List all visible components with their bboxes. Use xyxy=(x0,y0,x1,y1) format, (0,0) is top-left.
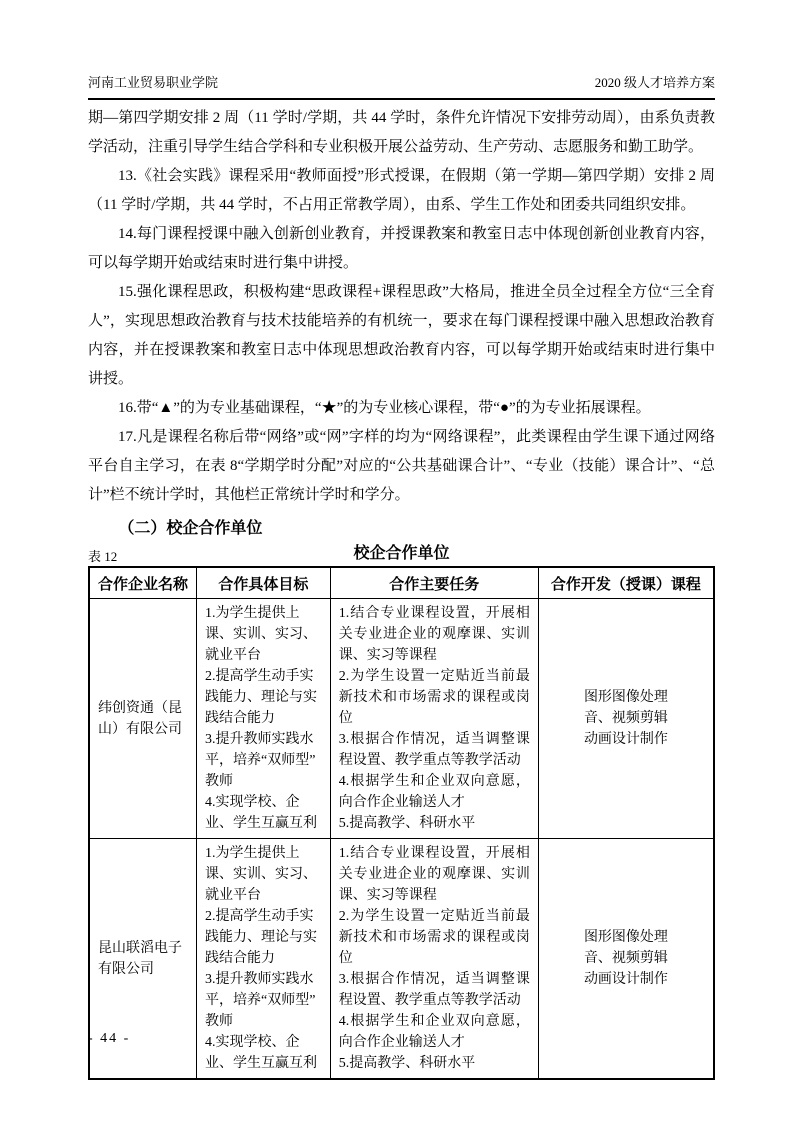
table-label: 表 12 xyxy=(88,549,118,564)
cooperation-table xyxy=(88,566,715,1080)
courses-cell: 图形图像处理 音、视频剪辑 动画设计制作 xyxy=(538,599,714,839)
page-number: - 44 - xyxy=(88,1031,131,1046)
document-body xyxy=(88,104,715,510)
column-header-courses: 合作开发（授课）课程 xyxy=(538,567,714,599)
tasks-cell: 1.结合专业课程设置，开展相关专业进企业的观摩课、实训课、实习等课程 2.为学生设置一定贴近当前最新技术和市场需求的课程或岗位 3.根据合作情况，适当调整课程设置、教学重点等教学活动 4.根据学生和企业双向意愿，向合作企业输送人才 5.提高教学、科研水平 xyxy=(330,839,538,1080)
paragraph-continuation: 期—第四学期安排 2 周（11 学时/学期，共 44 学时，条件允许情况下安排劳动周），由系负责教学活动，注重引导学生结合学科和专业积极开展公益劳动、生产劳动、志愿服务和勤工助学。 xyxy=(88,110,715,155)
paragraph-item-15: 15.强化课程思政，积极构建“思政课程+课程思政”大格局，推进全员全过程全方位“三全育人”，实现思想政治教育与技术技能培养的有机统一，要求在每门课程授课中融入思想政治教育内容，并在授课教案和教室日志中体现思想政治教育内容，可以每学期开始或结束时进行集中讲授。 xyxy=(88,284,715,387)
paragraph-item-13: 13.《社会实践》课程采用“教师面授”形式授课，在假期（第一学期—第四学期）安排 2 周（11 学时/学期，共 44 学时，不占用正常教学周），由系、学生工作处和团委共同组织安排。 xyxy=(88,168,715,213)
courses-cell: 图形图像处理 音、视频剪辑 动画设计制作 xyxy=(538,839,714,1080)
paragraph-item-16: 16.带“▲”的为专业基础课程，“★”的为专业核心课程，带“●”的为专业拓展课程。 xyxy=(118,400,651,416)
column-header-goals: 合作具体目标 xyxy=(197,567,331,599)
company-name-cell: 纬创资通（昆山）有限公司 xyxy=(89,599,197,839)
table-caption: 校企合作单位 xyxy=(353,545,450,562)
tasks-cell: 1.结合专业课程设置，开展相关专业进企业的观摩课、实训课、实习等课程 2.为学生设置一定贴近当前最新技术和市场需求的课程或岗位 3.根据合作情况，适当调整课程设置、教学重点等教学活动 4.根据学生和企业双向意愿，向合作企业输送人才 5.提高教学、科研水平 xyxy=(330,599,538,839)
header-school-name: 河南工业贸易职业学院 xyxy=(88,75,219,90)
column-header-tasks: 合作主要任务 xyxy=(330,567,538,599)
company-name-cell: 昆山联滔电子有限公司 xyxy=(89,839,197,1080)
table-header-row xyxy=(89,567,714,599)
header-doc-title: 2020 级人才培养方案 xyxy=(594,75,715,90)
section-heading: （二）校企合作单位 xyxy=(118,520,263,537)
table-row xyxy=(89,599,714,839)
paragraph-item-17: 17.凡是课程名称后带“网络”或“网”字样的均为“网络课程”，此类课程由学生课下通过网络平台自主学习，在表 8“学期学时分配”对应的“公共基础课合计”、“专业（技能）课合计”、“总计”栏不统计学时，其他栏正常统计学时和学分。 xyxy=(88,429,715,503)
table-caption-row xyxy=(88,543,715,565)
table-row xyxy=(89,839,714,1080)
column-header-company: 合作企业名称 xyxy=(89,567,197,599)
page-content xyxy=(88,72,715,1080)
paragraph-item-14: 14.每门课程授课中融入创新创业教育，并授课教案和教室日志中体现创新创业教育内容，可以每学期开始或结束时进行集中讲授。 xyxy=(88,226,715,271)
page-header xyxy=(88,72,715,100)
goals-cell: 1.为学生提供上课、实训、实习、就业平台 2.提高学生动手实践能力、理论与实践结合能力 3.提升教师实践水平，培养“双师型”教师 4.实现学校、企业、学生互赢互利 xyxy=(197,599,331,839)
goals-cell: 1.为学生提供上课、实训、实习、就业平台 2.提高学生动手实践能力、理论与实践结合能力 3.提升教师实践水平，培养“双师型”教师 4.实现学校、企业、学生互赢互利 xyxy=(197,839,331,1080)
